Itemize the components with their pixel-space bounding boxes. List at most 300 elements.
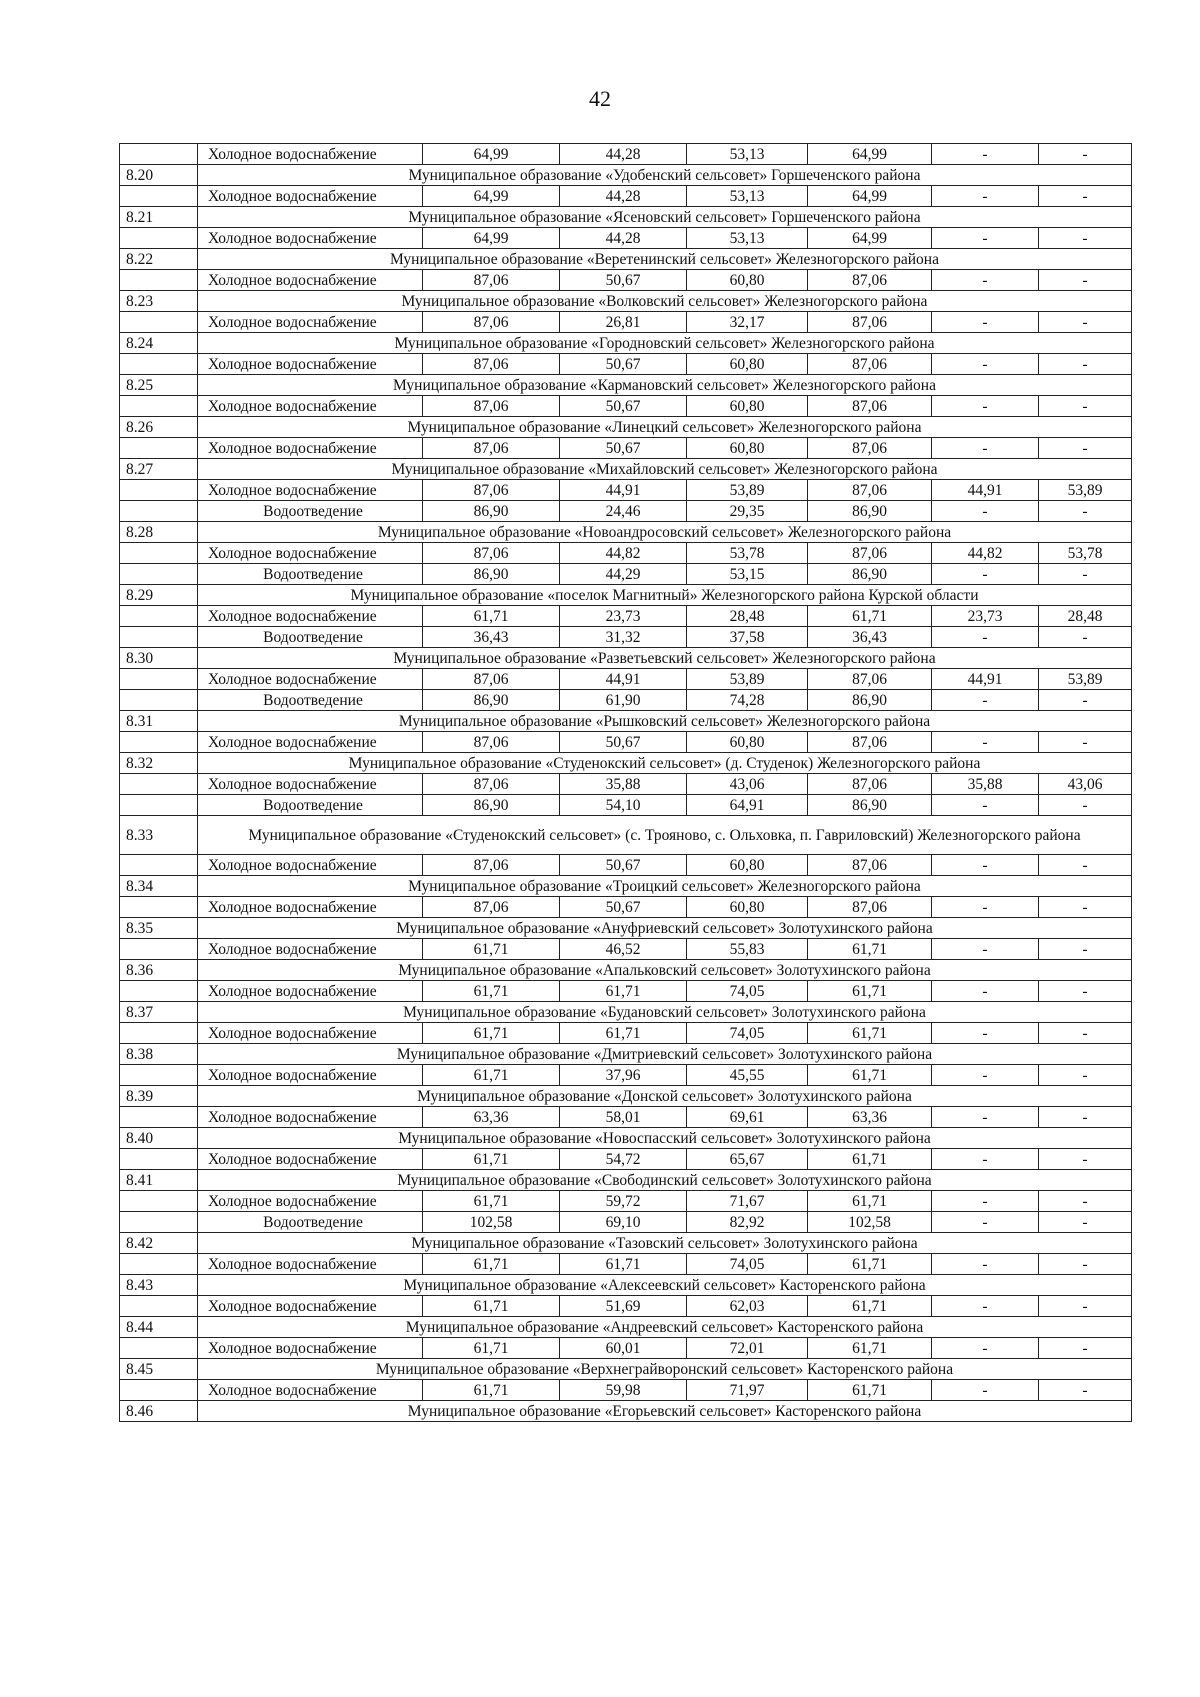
municipality-row bbox=[120, 960, 1132, 981]
tariff-value: 86,90 bbox=[423, 690, 560, 711]
tariff-value: 64,91 bbox=[687, 795, 808, 816]
municipality-name: Муниципальное образование «Кармановский сельсовет» Железногорского района bbox=[198, 375, 1132, 396]
row-code: 8.26 bbox=[120, 417, 198, 438]
tariff-value: 61,71 bbox=[560, 1023, 687, 1044]
service-name: Холодное водоснабжение bbox=[198, 1380, 423, 1401]
municipality-row bbox=[120, 1233, 1132, 1254]
row-code: 8.41 bbox=[120, 1170, 198, 1191]
municipality-row bbox=[120, 918, 1132, 939]
tariff-value: 61,71 bbox=[808, 1149, 932, 1170]
municipality-row bbox=[120, 1275, 1132, 1296]
tariff-row bbox=[120, 1191, 1132, 1212]
tariff-value: 87,06 bbox=[808, 543, 932, 564]
row-code: 8.40 bbox=[120, 1128, 198, 1149]
row-code bbox=[120, 1191, 198, 1212]
tariff-value: 55,83 bbox=[687, 939, 808, 960]
municipality-row bbox=[120, 522, 1132, 543]
municipality-row bbox=[120, 711, 1132, 732]
tariff-value: 23,73 bbox=[932, 606, 1039, 627]
tariff-value: 50,67 bbox=[560, 438, 687, 459]
row-code bbox=[120, 228, 198, 249]
tariff-row bbox=[120, 690, 1132, 711]
row-code bbox=[120, 1149, 198, 1170]
row-code bbox=[120, 270, 198, 291]
municipality-name: Муниципальное образование «Донской сельсовет» Золотухинского района bbox=[198, 1086, 1132, 1107]
service-name: Водоотведение bbox=[198, 690, 423, 711]
tariff-value: 51,69 bbox=[560, 1296, 687, 1317]
tariff-value: 44,91 bbox=[560, 669, 687, 690]
tariff-value: 87,06 bbox=[423, 438, 560, 459]
service-name: Холодное водоснабжение bbox=[198, 186, 423, 207]
tariff-value: - bbox=[932, 396, 1039, 417]
service-name: Водоотведение bbox=[198, 564, 423, 585]
row-code bbox=[120, 1296, 198, 1317]
tariff-value: 59,98 bbox=[560, 1380, 687, 1401]
service-name: Водоотведение bbox=[198, 1212, 423, 1233]
tariff-value: 86,90 bbox=[423, 564, 560, 585]
tariff-value: 61,71 bbox=[808, 606, 932, 627]
tariff-value: - bbox=[932, 1380, 1039, 1401]
tariff-value: 62,03 bbox=[687, 1296, 808, 1317]
tariff-table bbox=[119, 143, 1132, 1422]
service-name: Холодное водоснабжение bbox=[198, 396, 423, 417]
tariff-value: - bbox=[932, 1065, 1039, 1086]
tariff-value: 44,91 bbox=[932, 480, 1039, 501]
tariff-value: 61,71 bbox=[423, 1380, 560, 1401]
tariff-value: 61,71 bbox=[808, 939, 932, 960]
service-name: Холодное водоснабжение bbox=[198, 144, 423, 165]
tariff-value: 61,71 bbox=[423, 606, 560, 627]
municipality-row bbox=[120, 249, 1132, 270]
tariff-row bbox=[120, 606, 1132, 627]
tariff-value: 26,81 bbox=[560, 312, 687, 333]
tariff-value: 87,06 bbox=[808, 669, 932, 690]
municipality-row bbox=[120, 1170, 1132, 1191]
service-name: Холодное водоснабжение bbox=[198, 438, 423, 459]
service-name: Холодное водоснабжение bbox=[198, 1191, 423, 1212]
tariff-row bbox=[120, 1107, 1132, 1128]
tariff-value: 61,71 bbox=[560, 981, 687, 1002]
municipality-name: Муниципальное образование «Апальковский сельсовет» Золотухинского района bbox=[198, 960, 1132, 981]
row-code: 8.36 bbox=[120, 960, 198, 981]
service-name: Холодное водоснабжение bbox=[198, 606, 423, 627]
row-code bbox=[120, 1380, 198, 1401]
tariff-value: 24,46 bbox=[560, 501, 687, 522]
tariff-value: - bbox=[1039, 1212, 1132, 1233]
service-name: Холодное водоснабжение bbox=[198, 1023, 423, 1044]
row-code bbox=[120, 354, 198, 375]
municipality-row bbox=[120, 291, 1132, 312]
row-code: 8.35 bbox=[120, 918, 198, 939]
tariff-row bbox=[120, 438, 1132, 459]
row-code bbox=[120, 480, 198, 501]
row-code bbox=[120, 855, 198, 876]
tariff-value: 63,36 bbox=[423, 1107, 560, 1128]
row-code: 8.37 bbox=[120, 1002, 198, 1023]
tariff-value: 64,99 bbox=[423, 144, 560, 165]
municipality-name: Муниципальное образование «Рышковский сельсовет» Железногорского района bbox=[198, 711, 1132, 732]
row-code bbox=[120, 1065, 198, 1086]
tariff-value: 74,05 bbox=[687, 1254, 808, 1275]
tariff-value: 86,90 bbox=[808, 795, 932, 816]
tariff-value: 35,88 bbox=[560, 774, 687, 795]
tariff-value: 74,28 bbox=[687, 690, 808, 711]
tariff-value: - bbox=[1039, 795, 1132, 816]
tariff-value: - bbox=[1039, 564, 1132, 585]
tariff-value: - bbox=[932, 795, 1039, 816]
tariff-value: - bbox=[932, 1296, 1039, 1317]
row-code: 8.27 bbox=[120, 459, 198, 480]
tariff-value: - bbox=[1039, 270, 1132, 291]
row-code bbox=[120, 981, 198, 1002]
row-code bbox=[120, 897, 198, 918]
row-code: 8.21 bbox=[120, 207, 198, 228]
tariff-value: 61,71 bbox=[808, 1191, 932, 1212]
tariff-value: - bbox=[932, 897, 1039, 918]
tariff-value: 50,67 bbox=[560, 354, 687, 375]
municipality-name: Муниципальное образование «Алексеевский сельсовет» Касторенского района bbox=[198, 1275, 1132, 1296]
row-code bbox=[120, 438, 198, 459]
row-code bbox=[120, 732, 198, 753]
row-code bbox=[120, 690, 198, 711]
tariff-value: 64,99 bbox=[423, 186, 560, 207]
tariff-row bbox=[120, 186, 1132, 207]
municipality-name: Муниципальное образование «Ануфриевский сельсовет» Золотухинского района bbox=[198, 918, 1132, 939]
row-code bbox=[120, 1254, 198, 1275]
service-name: Холодное водоснабжение bbox=[198, 1149, 423, 1170]
row-code: 8.25 bbox=[120, 375, 198, 396]
row-code: 8.33 bbox=[120, 816, 198, 855]
tariff-value: 102,58 bbox=[808, 1212, 932, 1233]
municipality-name: Муниципальное образование «Линецкий сельсовет» Железногорского района bbox=[198, 417, 1132, 438]
tariff-value: 61,71 bbox=[808, 1023, 932, 1044]
tariff-row bbox=[120, 732, 1132, 753]
municipality-row bbox=[120, 375, 1132, 396]
tariff-value: 44,28 bbox=[560, 186, 687, 207]
municipality-row bbox=[120, 1359, 1132, 1380]
tariff-value: - bbox=[1039, 396, 1132, 417]
tariff-value: - bbox=[932, 144, 1039, 165]
tariff-value: - bbox=[1039, 1191, 1132, 1212]
tariff-value: - bbox=[932, 939, 1039, 960]
tariff-row bbox=[120, 564, 1132, 585]
tariff-value: - bbox=[1039, 1254, 1132, 1275]
tariff-value: - bbox=[1039, 438, 1132, 459]
municipality-row bbox=[120, 1002, 1132, 1023]
service-name: Холодное водоснабжение bbox=[198, 981, 423, 1002]
tariff-row bbox=[120, 396, 1132, 417]
tariff-value: 61,71 bbox=[423, 1296, 560, 1317]
tariff-value: 54,10 bbox=[560, 795, 687, 816]
tariff-value: 60,80 bbox=[687, 897, 808, 918]
tariff-value: 74,05 bbox=[687, 981, 808, 1002]
municipality-name: Муниципальное образование «Студенокский сельсовет» (с. Трояново, с. Ольховка, п. Гавриловский) Железногорского района bbox=[198, 816, 1132, 855]
tariff-value: 44,82 bbox=[560, 543, 687, 564]
table-body bbox=[120, 144, 1132, 1422]
tariff-value: 36,43 bbox=[423, 627, 560, 648]
tariff-value: 61,71 bbox=[423, 1254, 560, 1275]
tariff-value: - bbox=[1039, 1380, 1132, 1401]
service-name: Холодное водоснабжение bbox=[198, 1107, 423, 1128]
tariff-value: 61,90 bbox=[560, 690, 687, 711]
municipality-row bbox=[120, 207, 1132, 228]
row-code bbox=[120, 627, 198, 648]
tariff-value: 45,55 bbox=[687, 1065, 808, 1086]
service-name: Водоотведение bbox=[198, 627, 423, 648]
service-name: Холодное водоснабжение bbox=[198, 480, 423, 501]
tariff-value: 61,71 bbox=[423, 1191, 560, 1212]
municipality-row bbox=[120, 165, 1132, 186]
page-number: 42 bbox=[589, 86, 611, 111]
tariff-row bbox=[120, 981, 1132, 1002]
tariff-value: 87,06 bbox=[808, 897, 932, 918]
tariff-value: 61,71 bbox=[423, 981, 560, 1002]
tariff-value: 61,71 bbox=[808, 1065, 932, 1086]
service-name: Холодное водоснабжение bbox=[198, 669, 423, 690]
tariff-value: - bbox=[932, 1254, 1039, 1275]
tariff-value: 87,06 bbox=[423, 669, 560, 690]
tariff-value: 44,28 bbox=[560, 144, 687, 165]
row-code: 8.23 bbox=[120, 291, 198, 312]
municipality-row bbox=[120, 585, 1132, 606]
tariff-value: 53,13 bbox=[687, 228, 808, 249]
municipality-name: Муниципальное образование «Веретенинский сельсовет» Железногорского района bbox=[198, 249, 1132, 270]
tariff-value: 53,89 bbox=[687, 669, 808, 690]
tariff-value: 61,71 bbox=[423, 1023, 560, 1044]
tariff-value: - bbox=[1039, 501, 1132, 522]
tariff-value: - bbox=[1039, 855, 1132, 876]
service-name: Холодное водоснабжение bbox=[198, 774, 423, 795]
tariff-value: 64,99 bbox=[423, 228, 560, 249]
tariff-value: 87,06 bbox=[423, 270, 560, 291]
row-code: 8.46 bbox=[120, 1401, 198, 1422]
row-code: 8.45 bbox=[120, 1359, 198, 1380]
service-name: Холодное водоснабжение bbox=[198, 732, 423, 753]
municipality-name: Муниципальное образование «Свободинский сельсовет» Золотухинского района bbox=[198, 1170, 1132, 1191]
municipality-row bbox=[120, 753, 1132, 774]
tariff-row bbox=[120, 1023, 1132, 1044]
tariff-value: 64,99 bbox=[808, 228, 932, 249]
tariff-value: 61,71 bbox=[423, 939, 560, 960]
tariff-value: 87,06 bbox=[423, 897, 560, 918]
service-name: Холодное водоснабжение bbox=[198, 1338, 423, 1359]
tariff-value: - bbox=[932, 1023, 1039, 1044]
service-name: Водоотведение bbox=[198, 795, 423, 816]
municipality-name: Муниципальное образование «Михайловский сельсовет» Железногорского района bbox=[198, 459, 1132, 480]
municipality-row bbox=[120, 648, 1132, 669]
tariff-value: 31,32 bbox=[560, 627, 687, 648]
row-code bbox=[120, 1212, 198, 1233]
row-code bbox=[120, 795, 198, 816]
tariff-value: - bbox=[1039, 1065, 1132, 1086]
tariff-value: 60,80 bbox=[687, 732, 808, 753]
tariff-value: 46,52 bbox=[560, 939, 687, 960]
tariff-value: 61,71 bbox=[808, 1254, 932, 1275]
municipality-name: Муниципальное образование «Тазовский сельсовет» Золотухинского района bbox=[198, 1233, 1132, 1254]
service-name: Холодное водоснабжение bbox=[198, 228, 423, 249]
tariff-value: 61,71 bbox=[423, 1149, 560, 1170]
tariff-value: 50,67 bbox=[560, 270, 687, 291]
tariff-value: 86,90 bbox=[808, 690, 932, 711]
tariff-value: 53,78 bbox=[687, 543, 808, 564]
municipality-name: Муниципальное образование «Андреевский сельсовет» Касторенского района bbox=[198, 1317, 1132, 1338]
tariff-value: 74,05 bbox=[687, 1023, 808, 1044]
row-code: 8.28 bbox=[120, 522, 198, 543]
tariff-value: - bbox=[932, 855, 1039, 876]
tariff-row bbox=[120, 897, 1132, 918]
tariff-value: 53,15 bbox=[687, 564, 808, 585]
tariff-row bbox=[120, 669, 1132, 690]
tariff-value: - bbox=[1039, 1296, 1132, 1317]
municipality-name: Муниципальное образование «поселок Магнитный» Железногорского района Курской области bbox=[198, 585, 1132, 606]
row-code: 8.22 bbox=[120, 249, 198, 270]
municipality-name: Муниципальное образование «Дмитриевский сельсовет» Золотухинского района bbox=[198, 1044, 1132, 1065]
tariff-value: 53,13 bbox=[687, 144, 808, 165]
tariff-value: 61,71 bbox=[808, 1296, 932, 1317]
tariff-value: 61,71 bbox=[808, 1338, 932, 1359]
tariff-value: 53,89 bbox=[687, 480, 808, 501]
tariff-value: - bbox=[1039, 144, 1132, 165]
tariff-value: 53,89 bbox=[1039, 669, 1132, 690]
tariff-value: 87,06 bbox=[423, 855, 560, 876]
service-name: Холодное водоснабжение bbox=[198, 855, 423, 876]
row-code bbox=[120, 939, 198, 960]
tariff-value: 60,80 bbox=[687, 855, 808, 876]
tariff-row bbox=[120, 795, 1132, 816]
municipality-name: Муниципальное образование «Верхнеграйворонский сельсовет» Касторенского района bbox=[198, 1359, 1132, 1380]
tariff-value: 32,17 bbox=[687, 312, 808, 333]
row-code: 8.44 bbox=[120, 1317, 198, 1338]
row-code: 8.39 bbox=[120, 1086, 198, 1107]
municipality-row bbox=[120, 876, 1132, 897]
tariff-value: - bbox=[1039, 1149, 1132, 1170]
municipality-row bbox=[120, 816, 1132, 855]
municipality-row bbox=[120, 1401, 1132, 1422]
tariff-value: 61,71 bbox=[808, 981, 932, 1002]
tariff-value: 59,72 bbox=[560, 1191, 687, 1212]
service-name: Холодное водоснабжение bbox=[198, 939, 423, 960]
tariff-value: 50,67 bbox=[560, 396, 687, 417]
tariff-value: - bbox=[1039, 732, 1132, 753]
row-code: 8.30 bbox=[120, 648, 198, 669]
tariff-value: - bbox=[1039, 897, 1132, 918]
tariff-value: 86,90 bbox=[808, 564, 932, 585]
service-name: Холодное водоснабжение bbox=[198, 354, 423, 375]
tariff-value: 65,67 bbox=[687, 1149, 808, 1170]
tariff-value: - bbox=[932, 690, 1039, 711]
tariff-value: 54,72 bbox=[560, 1149, 687, 1170]
row-code: 8.38 bbox=[120, 1044, 198, 1065]
tariff-value: 87,06 bbox=[808, 480, 932, 501]
municipality-name: Муниципальное образование «Ясеновский сельсовет» Горшеченского района bbox=[198, 207, 1132, 228]
row-code bbox=[120, 186, 198, 207]
tariff-value: - bbox=[1039, 354, 1132, 375]
tariff-value: 28,48 bbox=[1039, 606, 1132, 627]
row-code: 8.31 bbox=[120, 711, 198, 732]
row-code bbox=[120, 543, 198, 564]
service-name: Холодное водоснабжение bbox=[198, 543, 423, 564]
tariff-value: 86,90 bbox=[808, 501, 932, 522]
tariff-value: 87,06 bbox=[808, 855, 932, 876]
row-code: 8.32 bbox=[120, 753, 198, 774]
row-code bbox=[120, 1107, 198, 1128]
tariff-value: - bbox=[1039, 939, 1132, 960]
tariff-value: 60,80 bbox=[687, 270, 808, 291]
tariff-value: 44,29 bbox=[560, 564, 687, 585]
tariff-value: 87,06 bbox=[808, 270, 932, 291]
tariff-value: 63,36 bbox=[808, 1107, 932, 1128]
tariff-row bbox=[120, 774, 1132, 795]
municipality-name: Муниципальное образование «Разветьевский сельсовет» Железногорского района bbox=[198, 648, 1132, 669]
tariff-value: - bbox=[932, 1338, 1039, 1359]
tariff-value: - bbox=[932, 981, 1039, 1002]
tariff-value: 60,80 bbox=[687, 396, 808, 417]
row-code: 8.43 bbox=[120, 1275, 198, 1296]
service-name: Холодное водоснабжение bbox=[198, 1065, 423, 1086]
tariff-value: 87,06 bbox=[423, 732, 560, 753]
tariff-value: 87,06 bbox=[423, 354, 560, 375]
tariff-value: 50,67 bbox=[560, 732, 687, 753]
tariff-value: - bbox=[932, 501, 1039, 522]
tariff-value: 87,06 bbox=[808, 354, 932, 375]
row-code: 8.20 bbox=[120, 165, 198, 186]
tariff-value: 87,06 bbox=[423, 312, 560, 333]
row-code bbox=[120, 144, 198, 165]
tariff-value: 58,01 bbox=[560, 1107, 687, 1128]
tariff-value: 87,06 bbox=[808, 774, 932, 795]
tariff-row bbox=[120, 354, 1132, 375]
tariff-value: - bbox=[932, 354, 1039, 375]
tariff-row bbox=[120, 228, 1132, 249]
tariff-value: - bbox=[1039, 186, 1132, 207]
row-code bbox=[120, 1338, 198, 1359]
tariff-value: 87,06 bbox=[808, 396, 932, 417]
tariff-row bbox=[120, 1338, 1132, 1359]
tariff-value: - bbox=[1039, 1338, 1132, 1359]
tariff-value: 71,97 bbox=[687, 1380, 808, 1401]
row-code bbox=[120, 564, 198, 585]
tariff-row bbox=[120, 1254, 1132, 1275]
service-name: Холодное водоснабжение bbox=[198, 1254, 423, 1275]
tariff-value: 43,06 bbox=[687, 774, 808, 795]
tariff-value: 60,01 bbox=[560, 1338, 687, 1359]
municipality-row bbox=[120, 1044, 1132, 1065]
tariff-value: - bbox=[932, 1212, 1039, 1233]
municipality-name: Муниципальное образование «Егорьевский сельсовет» Касторенского района bbox=[198, 1401, 1132, 1422]
tariff-value: 87,06 bbox=[808, 732, 932, 753]
tariff-row bbox=[120, 543, 1132, 564]
row-code bbox=[120, 774, 198, 795]
service-name: Водоотведение bbox=[198, 501, 423, 522]
tariff-row bbox=[120, 1149, 1132, 1170]
tariff-value: - bbox=[1039, 627, 1132, 648]
tariff-value: 64,99 bbox=[808, 144, 932, 165]
tariff-value: 60,80 bbox=[687, 354, 808, 375]
tariff-value: 87,06 bbox=[423, 774, 560, 795]
tariff-value: 82,92 bbox=[687, 1212, 808, 1233]
tariff-value: - bbox=[932, 1191, 1039, 1212]
row-code: 8.24 bbox=[120, 333, 198, 354]
tariff-row bbox=[120, 1296, 1132, 1317]
tariff-value: - bbox=[932, 564, 1039, 585]
tariff-value: 53,13 bbox=[687, 186, 808, 207]
tariff-value: - bbox=[1039, 1107, 1132, 1128]
row-code bbox=[120, 312, 198, 333]
tariff-value: 61,71 bbox=[560, 1254, 687, 1275]
row-code bbox=[120, 396, 198, 417]
tariff-value: 102,58 bbox=[423, 1212, 560, 1233]
service-name: Холодное водоснабжение bbox=[198, 270, 423, 291]
